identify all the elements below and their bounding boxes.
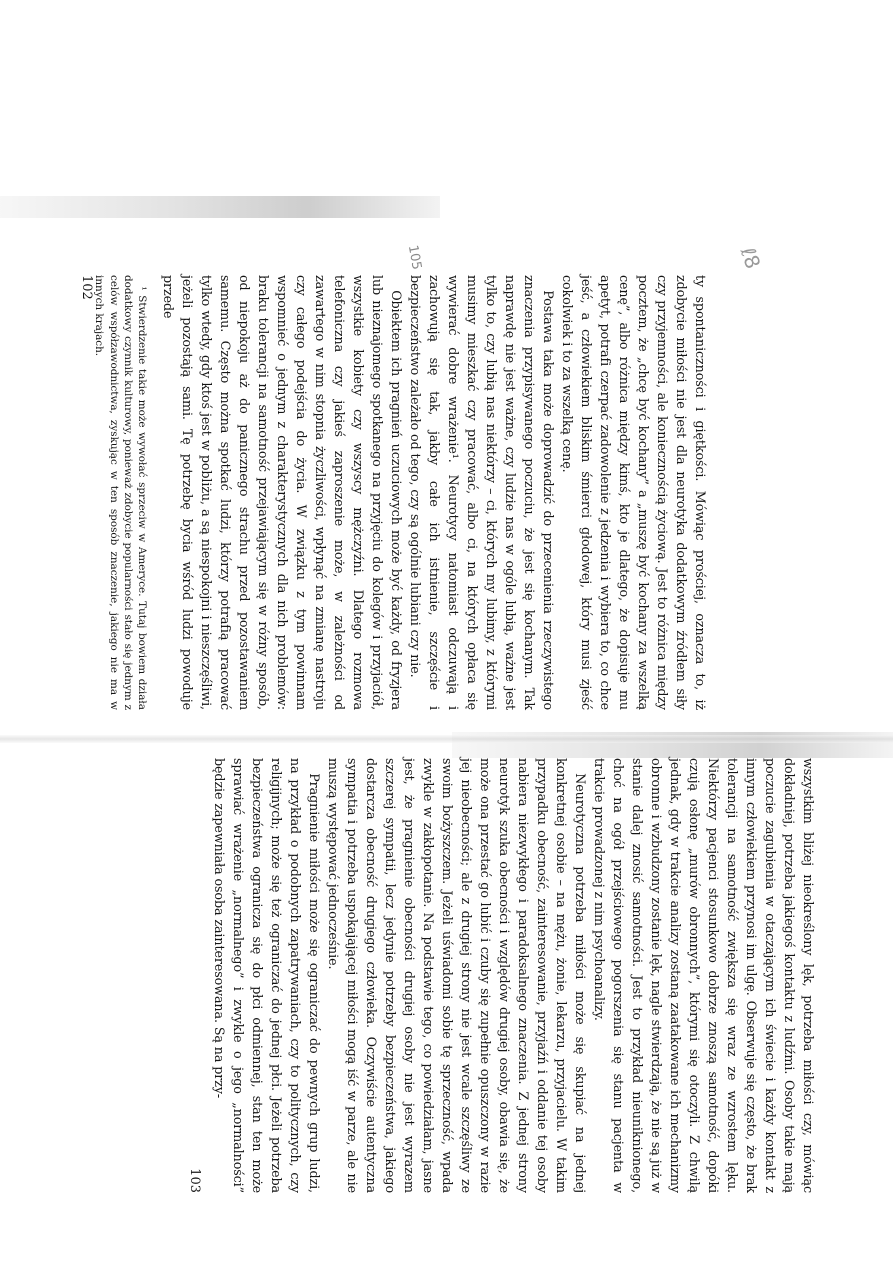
paragraph: Pragnienie miłości może się ograniczać do pewnych grup ludzi, na przykład o podobnych zapatrywaniach, czy to politycznych, czy religijnych; może się też ograniczać do jednej płci. Jeżeli potrzeba bezpieczeństwa ogranicza się do płci odmiennej, stan ten może sprawiać wrażenie „normalnego” i zwykle o jego „normalności” będzie zapewniała osoba zainteresowana. Są na przy- — [212, 758, 322, 1193]
scan-shadow-left — [0, 196, 440, 218]
pencil-annotation: 105 — [404, 243, 424, 272]
page-102-body — [159, 275, 710, 710]
paragraph: wszystkim bliżej nieokreślony lęk, potrzeba miłości czy, mówiąc dokładniej, potrzeba jakiegoś kontaktu z ludźmi. Osoby takie mają poczucie zagubienia w otaczającym ich świecie i każdy kontakt z innym człowiekiem przynosi im ulgę. Obserwuje się często, że brak tolerancji na samotność zwiększa się wraz ze wzrostem lęku. Niektórzy pacjenci stosunkowo dobrze znoszą samotność, dopóki czują osłonę „murów obronnych”, którymi się otoczyli. Z chwilą jednak, gdy w trakcie analizy zostaną zaatakowane ich mechanizmy obronne i wzbudzony zostanie lęk, nagle stwierdzają, że nie są już w stanie dalej znosić samotności. Jest to przykład nieuniknionego, choć na ogół przejściowego pogorszenia się stanu pacjenta w trakcie prowadzonej z nim psychoanalizy. — [592, 758, 816, 1193]
page-102 — [79, 275, 710, 710]
book-gutter — [0, 735, 893, 743]
page-number: 103 — [187, 1168, 202, 1193]
paragraph: ty spontaniczności i giętkości. Mówiąc prościej, oznacza to, iż zdobycie miłości nie jest dla neurotyka dodatkowym źródłem siły czy przyjemności, ale koniecznością życiową. Jest to różnica między pocztem, że „chcę być kochany” a „muszę być kochany za wszelką cenę”, albo różnica między kimś, kto je dlatego, że dopisuje mu apetyt, potrafi czerpać zadowolenie z jedzenia i wybiera to, co chce jeść, a człowiekiem bliskim śmierci głodowej, który musi zjeść cokolwiek i to za wszelką cenę. — [560, 275, 708, 710]
footnote — [92, 275, 149, 710]
paragraph: Obiektem ich pragnień uczuciowych może być każdy, od fryzjera lub nieznajomego spotkanego na przyjęciu do kolegów i przyjaciół, wszystkie kobiety czy wszyscy mężczyźni. Dlatego rozmowa telefoniczna czy jakieś zaproszenie może, w zależności od zawartego w nim stopnia życzliwości, wpłynąć na zmianę nastroju czy całego podejścia do życia. W związku z tym powinnam wspomnieć o jednym z charakterystycznych dla nich problemów: braku tolerancji na samotność przejawiającym się w różny sposób, od niepokoju aż do panicznego strachu przed pozostawaniem samemu. Często można spotkać ludzi, którzy potrafią pracować tylko wtedy, gdy ktoś jest w pobliżu, a są niespokojni i nieszczęśliwi, jeżeli pozostają sami. Tę potrzebę bycia wśród ludzi powoduje przede — [161, 275, 404, 710]
footnote-text: ¹ Stwierdzenie takie może wywołać sprzeciw w Ameryce. Tutaj bowiem działa dodatkowy czynnik kulturowy, ponieważ zdobycie popularności stało się jednym z celów współzawodnictwa, zyskując w ten sposób znaczenie, jakiego nie ma w innych krajach. — [93, 275, 148, 710]
paragraph: Postawa taka może doprowadzić do przecenienia rzeczywistego znaczenia przypisywanego poczuciu, że jest się kochanym. Tak naprawdę nie jest ważne, czy ludzie nas w ogóle lubią, ważne jest tylko to, czy lubią nas niektórzy – ci, których my lubimy, z którymi musimy mieszkać czy pracować, albo ci, na których opłaca się wywierać dobre wrażenie¹. Neurotycy natomiast odczuwają i zachowują się tak, jakby całe ich istnienie, szczęście i bezpieczeństwo zależało od tego, czy są ogólnie lubiani czy nie. — [408, 275, 556, 710]
pencil-mark: ℓ8 — [735, 244, 766, 272]
paragraph: Neurotyczna potrzeba miłości może się skupiać na jednej konkretnej osobie – na mężu, żonie, lekarzu, przyjacielu. W takim przypadku obecność, zainteresowanie, przyjaźń i oddanie tej osoby nabiera niezwykłego i paradoksalnego znaczenia. Z jednej strony neurotyk szuka obecności i względów drugiej osoby, obawia się, że może ona przestać go lubić i czuby się zupełnie opuszczony w razie jej nieobecności; ale z drugiej strony nie jest wcale szczęśliwy ze swoim bożyszczem. Jeżeli uświadomi sobie tę sprzeczność, wpada zwykle w zakłopotanie. Na podstawie tego, co powiedziałam, jasne jest, że pragnienie obecności drugiej osoby nie jest wyrazem szczerej sympatii, lecz jedynie potrzeby bezpieczeństwa, jakiego dostarcza obecność drugiego człowieka. Oczywiście autentyczna sympatia i potrzeba uspokajającej miłości mogą iść w parze, ale nie muszą występować jednocześnie. — [326, 758, 588, 1193]
page-103-body — [210, 758, 818, 1193]
page-103 — [187, 758, 818, 1193]
page-number: 102 — [79, 275, 94, 300]
